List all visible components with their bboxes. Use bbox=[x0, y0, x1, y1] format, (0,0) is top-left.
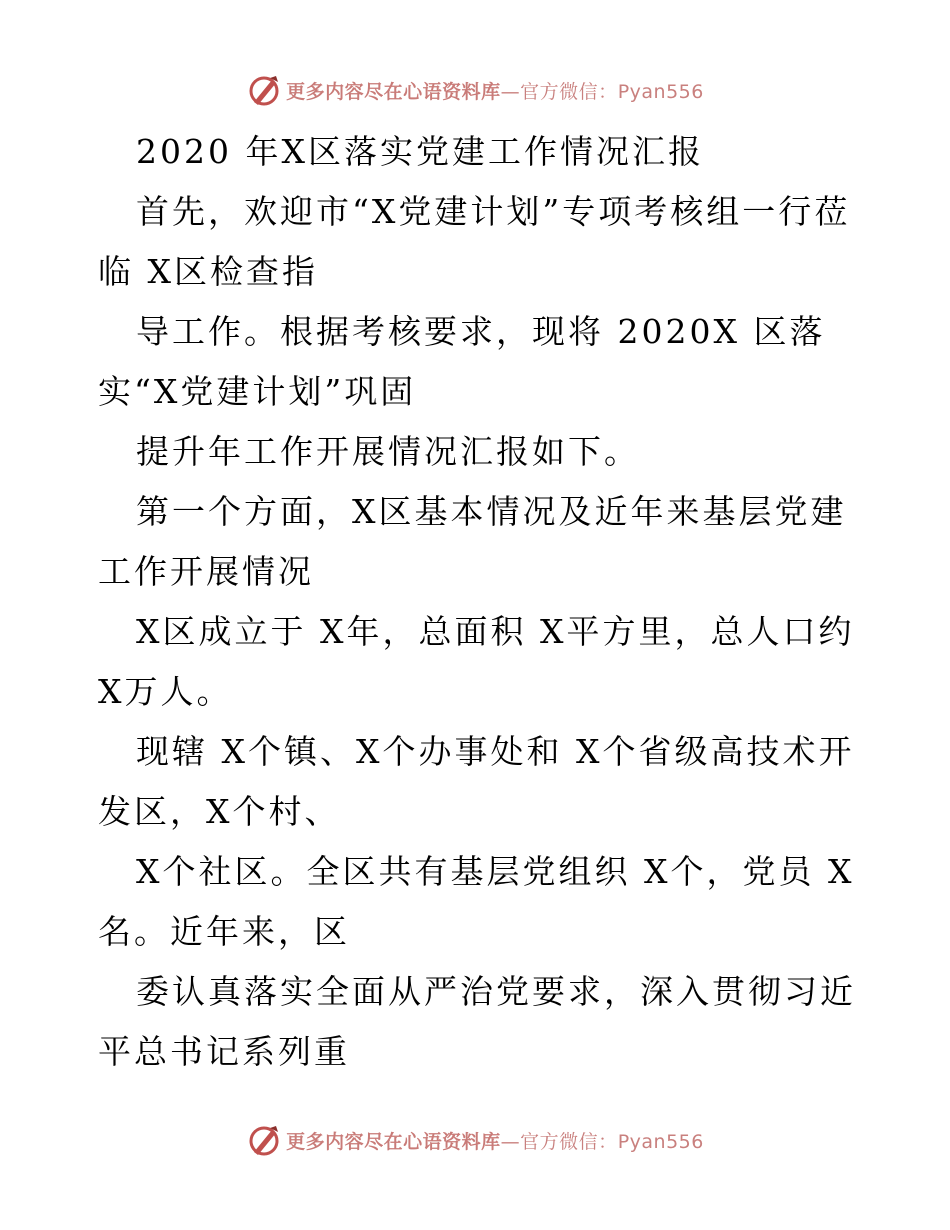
paragraph: 提升年工作开展情况汇报如下。 bbox=[136, 432, 640, 471]
watermark-brand: 更多内容尽在心语资料库 bbox=[286, 80, 501, 103]
watermark-separator: — bbox=[500, 80, 521, 103]
paragraph: 现辖 X个镇、X个办事处和 X个省级高技术开发区，X个村、 bbox=[98, 732, 855, 831]
watermark-wechat-id: Pyan556 bbox=[617, 1130, 704, 1153]
watermark-wechat-label: 官方微信： bbox=[520, 1130, 618, 1153]
watermark-text bbox=[286, 1127, 704, 1154]
paragraph: 导工作。根据考核要求，现将 2020X 区落实“X党建计划”巩固 bbox=[98, 312, 826, 411]
section-heading: 第一个方面，X区基本情况及近年来基层党建工作开展情况 bbox=[98, 492, 847, 591]
header-watermark bbox=[0, 70, 950, 110]
watermark-wechat-label: 官方微信： bbox=[520, 80, 618, 103]
paragraph: 首先，欢迎市“X党建计划”专项考核组一行莅临 X区检查指 bbox=[98, 192, 851, 291]
document-body bbox=[98, 122, 858, 1082]
footer-watermark bbox=[0, 1120, 950, 1160]
watermark-text bbox=[286, 77, 704, 104]
paragraph: X区成立于 X年，总面积 X平方里，总人口约 X万人。 bbox=[98, 612, 855, 711]
watermark-brand: 更多内容尽在心语资料库 bbox=[286, 1130, 501, 1153]
paragraph: X个社区。全区共有基层党组织 X个，党员 X名。近年来，区 bbox=[98, 852, 855, 951]
watermark-separator: — bbox=[500, 1130, 521, 1153]
pen-seal-icon bbox=[246, 72, 282, 108]
paragraph: 委认真落实全面从严治党要求，深入贯彻习近平总书记系列重 bbox=[98, 972, 856, 1071]
watermark-wechat-id: Pyan556 bbox=[617, 80, 704, 103]
pen-seal-icon bbox=[246, 1122, 282, 1158]
document-title: 2020 年X区落实党建工作情况汇报 bbox=[136, 132, 704, 171]
